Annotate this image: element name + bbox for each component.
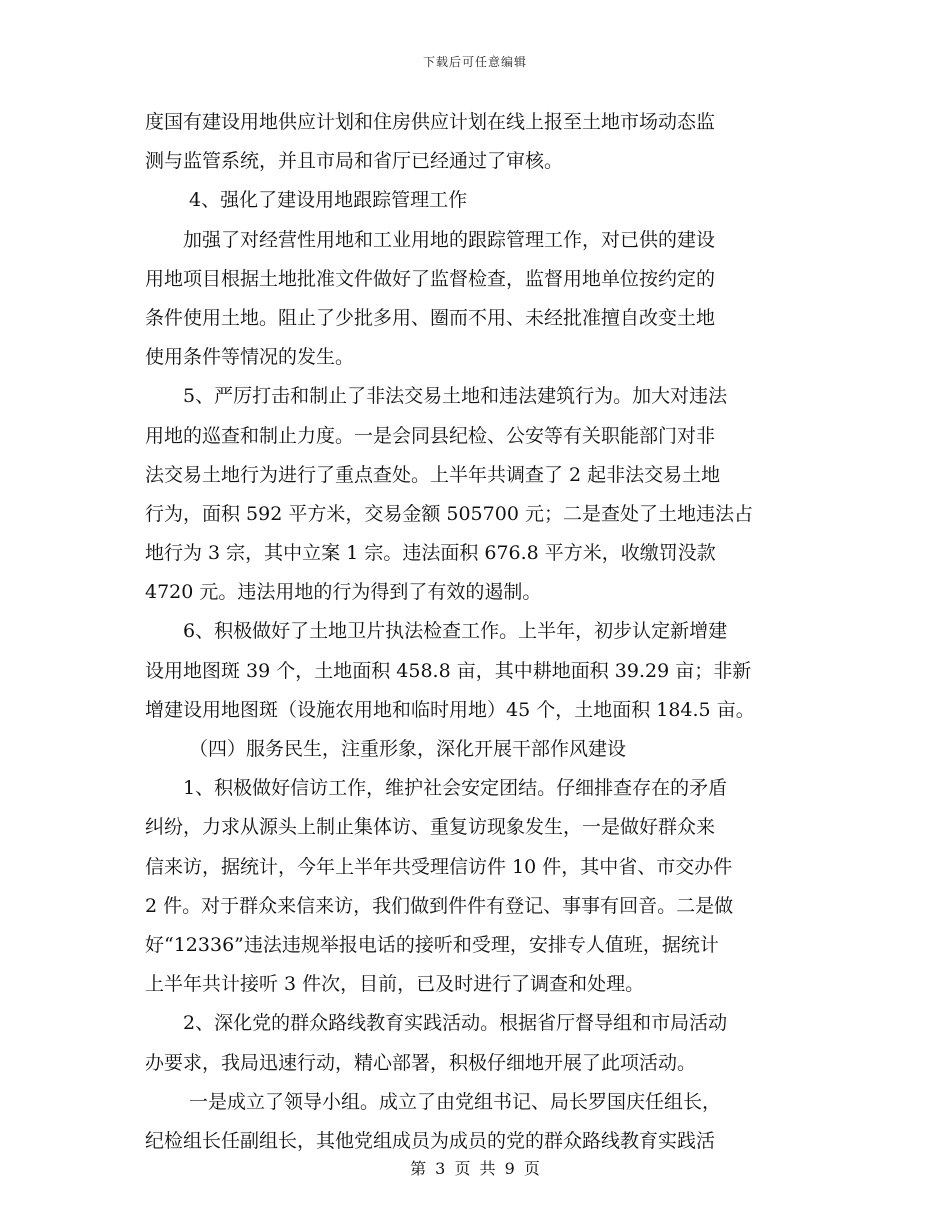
text-line: 使用条件等情况的发生。 (145, 346, 355, 369)
text-line: 一是成立了领导小组。成立了由党组书记、局长罗国庆任组长， (189, 1090, 722, 1113)
text-line: 条件使用土地。阻止了少批多用、圈而不用、未经批准擅自改变土地 (145, 306, 716, 329)
text-line: 测与监管系统，并且市局和省厅已经通过了审核。 (145, 150, 564, 173)
text-line: 6、积极做好了土地卫片执法检查工作。上半年，初步认定新增建 (183, 620, 728, 643)
text-line: 加强了对经营性用地和工业用地的跟踪管理工作，对已供的建设 (183, 228, 716, 251)
document-body (145, 103, 805, 1161)
text-line: 用地项目根据土地批准文件做好了监督检查，监督用地单位按约定的 (145, 267, 716, 290)
text-line: 1、积极做好信访工作，维护社会安定团结。仔细排查存在的矛盾 (183, 777, 728, 800)
text-line: 上半年共计接听 3 件次，目前，已及时进行了调查和处理。 (145, 973, 645, 996)
text-line: 5、严厉打击和制止了非法交易土地和违法建筑行为。加大对违法 (183, 385, 728, 408)
text-line: 地行为 3 宗，其中立案 1 宗。违法面积 676.8 平方米，收缴罚没款 (145, 542, 716, 565)
text-line: 纪检组长任副组长，其他党组成员为成员的党的群众路线教育实践活 (145, 1129, 716, 1152)
text-line: 用地的巡查和制止力度。一是会同县纪检、公安等有关职能部门对非 (145, 424, 716, 447)
text-line: 设用地图斑 39 个，土地面积 458.8 亩，其中耕地面积 39.29 亩；非新 (145, 659, 752, 682)
text-line: 法交易土地行为进行了重点查处。上半年共调查了 2 起非法交易土地 (145, 463, 721, 486)
text-line: 2 件。对于群众来信来访，我们做到件件有登记、事事有回音。二是做 (145, 894, 734, 917)
text-line: 2、深化党的群众路线教育实践活动。根据省厅督导组和市局活动 (183, 1012, 728, 1035)
text-line: 办要求，我局迅速行动，精心部署，积极仔细地开展了此项活动。 (145, 1051, 697, 1074)
page-footer: 第 3 页 共 9 页 (410, 1159, 540, 1178)
text-line: 度国有建设用地供应计划和住房供应计划在线上报至土地市场动态监 (145, 111, 716, 133)
page-header: 下载后可任意编辑 (422, 55, 527, 69)
text-line: 4、强化了建设用地跟踪管理工作 (189, 189, 468, 212)
text-line: 好“12336”违法违规举报电话的接听和受理，安排专人值班，据统计 (145, 933, 719, 956)
text-line: 纠纷，力求从源头上制止集体访、重复访现象发生，一是做好群众来 (145, 816, 716, 839)
text-line: 行为，面积 592 平方米，交易金额 505700 元；二是查处了土地违法占 (145, 502, 753, 525)
text-line: 增建设用地图斑（设施农用地和临时用地）45 个，土地面积 184.5 亩。 (145, 698, 755, 721)
text-line: 信来访，据统计，今年上半年共受理信访件 10 件，其中省、市交办件 (145, 855, 733, 878)
text-line: （四）服务民生，注重形象，深化开展干部作风建设 (189, 738, 627, 760)
text-line: 4720 元。违法用地的行为得到了有效的遏制。 (145, 581, 542, 604)
